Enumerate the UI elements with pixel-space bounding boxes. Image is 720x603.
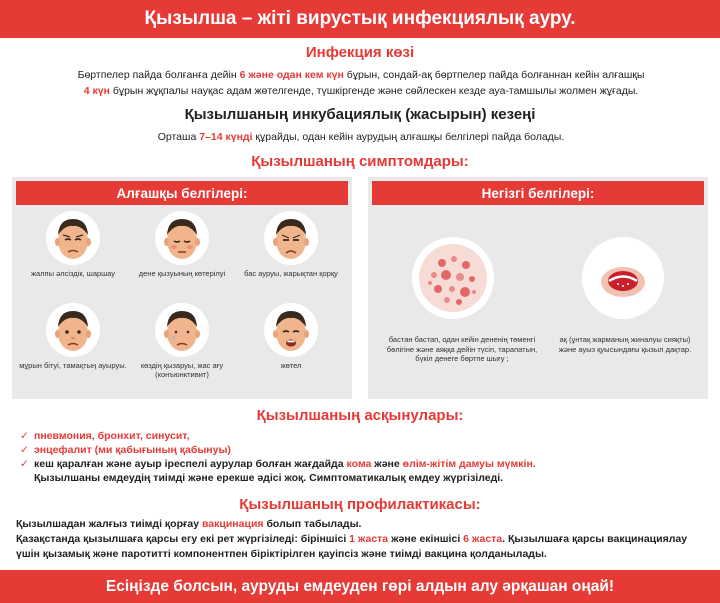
incubation-text-b: құрайды, одан кейін аурудың алғашқы белгілері пайда болады. (252, 131, 565, 143)
treatment-note: Қызылшаны емдеудің тиімді және ерекше әдісі жоқ. Симптоматикалық емдеу жүргізіледі. (34, 472, 504, 484)
prevention-line1-a: Қызылшадан жалғыз тиімді қорғау (16, 518, 202, 530)
complication-item-2: энцефалит (ми қабығының қабынуы) (34, 444, 231, 456)
rash-description: бастан бастап, одан кейін дененің төменгі бөлігіне және аяққа дейін түсіп, тарапатын, бүкіл денеге бөртпе шығу ; (386, 335, 538, 363)
complications-title: Қызылшаның асқынулары: (256, 407, 464, 424)
checkmark-icon: ✓ (20, 444, 29, 456)
prevention-line2-a: Қазақстанда қызылшаға қарсы егу екі рет жүргізіледі: біріншісі (16, 533, 350, 545)
symptom-label: бас ауруы, жарықтан қорқу (244, 269, 338, 278)
prevention-title: Қызылшаның профилактикасы: (239, 496, 481, 513)
infection-source-line1-highlight: 6 және одан кем күн (239, 69, 344, 81)
infection-source-title: Инфекция көзі (305, 44, 415, 61)
fever-face-icon (155, 211, 209, 265)
mouth-spots-icon (582, 237, 664, 319)
complication-item-3-hl1: кома (346, 458, 372, 470)
infection-source-text (16, 67, 706, 99)
complication-item-1: пневмония, бронхит, синусит, (34, 430, 190, 442)
complications-list (20, 429, 700, 485)
symptom-weakness (18, 211, 128, 278)
sore-throat-face-icon (46, 303, 100, 357)
symptom-label: жалпы әлсіздік, шаршау (30, 269, 116, 278)
list-item (20, 429, 700, 443)
symptom-label: көздің қызаруы, жас ағу (конъюнктивит) (140, 361, 224, 379)
list-item (20, 457, 700, 471)
prevention-line1-highlight: вакцинация (201, 518, 264, 530)
prevention-line2-b: және екіншісі (388, 533, 464, 545)
main-symptoms-header: Негізгі белгілері: (372, 181, 704, 205)
cough-face-icon (264, 303, 318, 357)
symptom-headache (236, 211, 346, 278)
page-title: Қызылша – жіті вирустық инфекциялық ауру. (0, 0, 720, 38)
tired-face-icon (46, 211, 100, 265)
prevention-line2-hl2: 6 жаста (463, 533, 503, 545)
prevention-line1-b: болып табылады. (263, 518, 362, 530)
symptom-conjunctivitis (127, 303, 237, 379)
list-item (20, 443, 700, 457)
infection-source-line2-highlight: 4 күн (83, 85, 110, 97)
complication-item-3-hl2: өлім-жітім дамуы мүмкін. (402, 458, 536, 470)
checkmark-icon: ✓ (20, 458, 29, 470)
checkmark-icon: ✓ (20, 430, 29, 442)
initial-symptoms-header: Алғашқы белгілері: (16, 181, 348, 205)
incubation-text-a: Орташа (157, 131, 200, 143)
symptom-sore-throat (18, 303, 128, 370)
mouth-spots-description: ақ (ұнтақ жарманың жиналуы сияқты) және ауыз қуысындағы қызыл дақтар. (558, 335, 692, 354)
red-eyes-face-icon (155, 303, 209, 357)
footer-banner: Есіңізде болсын, ауруды емдеуден гөрі алдын алу әрқашан оңай! (0, 570, 720, 603)
infection-source-line1-b: бұрын, сондай-ақ бөртпелер пайда болғаннан кейін алғашқы (343, 69, 645, 81)
symptom-label: мұрын бітуі, тамақтың ауыруы. (19, 361, 127, 370)
symptom-cough (236, 303, 346, 370)
prevention-line2-hl1: 1 жаста (349, 533, 389, 545)
main-symptoms-panel (368, 177, 708, 399)
prevention-line2-c: . Қызылшаға қарсы вакцинациялау (502, 533, 688, 545)
infection-source-line1-a: Бөртпелер пайда болғанға дейін (77, 69, 240, 81)
symptom-label: жөтел (280, 361, 302, 370)
incubation-title: Қызылшаның инкубациялық (жасырын) кезеңі (184, 106, 536, 123)
infection-source-line2-b: бұрын жұқпалы науқас адам жөтелгенде, түшкіргенде және сөйлескен кезде ауа-тамшылы жолмен жұғады. (109, 85, 639, 97)
prevention-text (16, 517, 706, 562)
initial-symptoms-panel (12, 177, 352, 399)
prevention-line3: үшін қызамық және паротитті компонентпен біріктірілген қауіпсіз және тиімді вакцина қолданылады. (16, 548, 547, 560)
rash-icon (412, 237, 494, 319)
symptoms-title: Қызылшаның симптомдары: (251, 153, 469, 170)
symptom-label: дене қызуының көтерілуі (138, 269, 226, 278)
complication-item-3-a: кеш қаралған және ауыр іреспелі аурулар болған жағдайда (34, 458, 347, 470)
complication-item-3-b: және (371, 458, 403, 470)
headache-face-icon (264, 211, 318, 265)
incubation-highlight: 7–14 күнді (199, 131, 253, 143)
symptom-fever (127, 211, 237, 278)
incubation-text (16, 129, 706, 145)
